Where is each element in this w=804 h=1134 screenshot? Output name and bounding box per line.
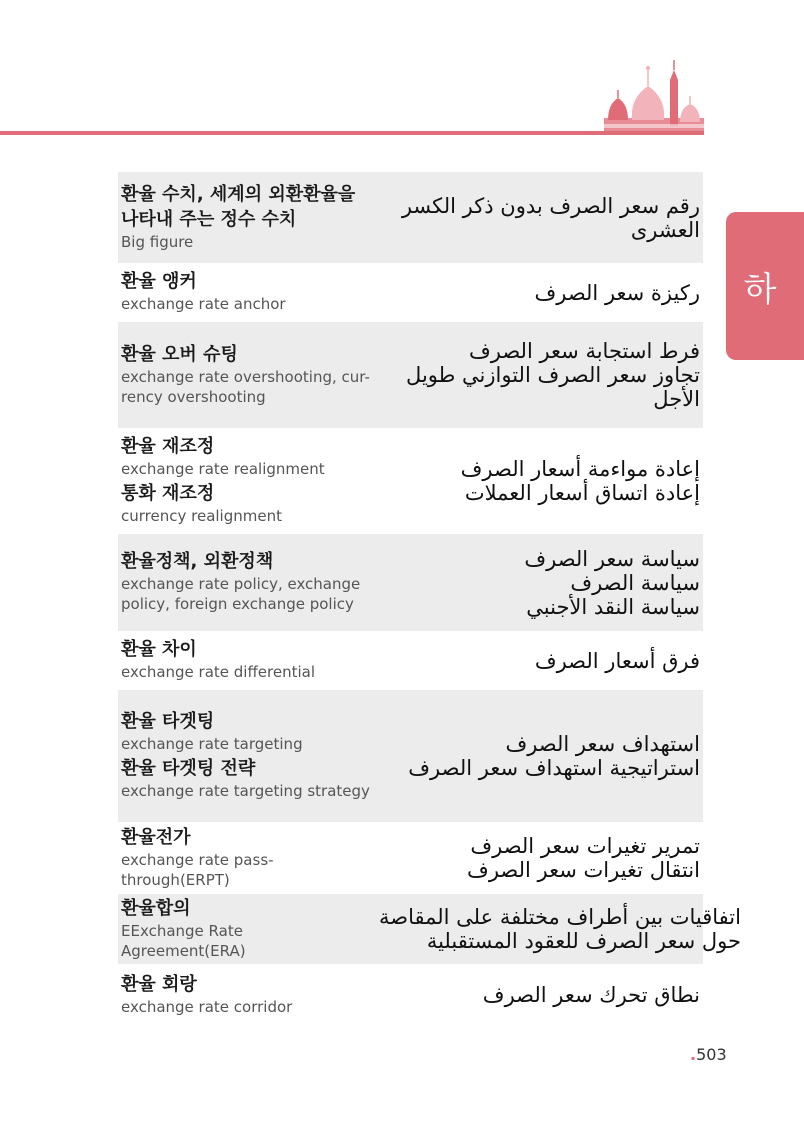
arabic-term: سياسة سعر الصرف bbox=[524, 546, 700, 571]
arabic-term: سياسة الصرف bbox=[570, 570, 700, 595]
glossary-entry bbox=[118, 322, 703, 428]
korean-term: 환율 재조정 bbox=[121, 436, 215, 457]
arabic-term: نطاق تحرك سعر الصرف bbox=[482, 983, 700, 1007]
arabic-term: إعادة اتساق أسعار العملات bbox=[464, 481, 700, 505]
english-term: exchange rate pass-through(ERPT) bbox=[121, 850, 274, 889]
arabic-term: رقم سعر الصرف بدون ذكر الكسر العشرى bbox=[401, 193, 700, 242]
header-rule bbox=[0, 131, 704, 135]
arabic-term: إعادة مواءمة أسعار الصرف bbox=[460, 457, 700, 481]
glossary-entry bbox=[118, 964, 703, 1026]
korean-term: 환율전가 bbox=[121, 826, 191, 848]
korean-term: 환율합의 bbox=[121, 897, 191, 919]
arabic-term: حول سعر الصرف للعقود المستقبلية bbox=[426, 929, 741, 953]
english-term: exchange rate targeting bbox=[121, 735, 303, 753]
english-term: exchange rate policy, exchange policy, foreign exchange policy bbox=[121, 575, 361, 613]
english-term: exchange rate anchor bbox=[121, 295, 286, 313]
arabic-term: فرط استجابة سعر الصرف bbox=[468, 339, 700, 363]
english-term: Big figure bbox=[121, 232, 194, 251]
arabic-term: اتفاقيات بين أطراف مختلفة على المقاصة bbox=[379, 905, 741, 929]
arabic-term: فرق أسعار الصرف bbox=[534, 648, 700, 673]
english-term: exchange rate realignment bbox=[121, 460, 325, 478]
glossary-entry bbox=[118, 631, 703, 690]
glossary-list bbox=[118, 172, 741, 1026]
korean-term: 환율 타겟팅 전략 bbox=[121, 758, 256, 779]
section-tab bbox=[726, 212, 804, 360]
arabic-term: تجاوز سعر الصرف التوازني طويل الأجل bbox=[406, 363, 700, 411]
korean-term: 환율 수치, 세계의 외환환율을 나타내 주는 정수 수치 bbox=[121, 183, 356, 230]
arabic-term: سياسة النقد الأجنبي bbox=[526, 594, 700, 619]
glossary-entry bbox=[118, 822, 703, 894]
glossary-entry bbox=[118, 428, 703, 534]
page-number-value: 503 bbox=[696, 1045, 727, 1064]
glossary-entry bbox=[118, 690, 703, 822]
arabic-term: استهداف سعر الصرف bbox=[505, 732, 700, 756]
section-tab-label: 하 bbox=[743, 269, 777, 310]
english-term: exchange rate corridor bbox=[121, 997, 293, 1016]
arabic-term: ركيزة سعر الصرف bbox=[534, 280, 700, 305]
korean-term: 환율 오버 슈팅 bbox=[121, 343, 238, 365]
glossary-entry bbox=[118, 172, 703, 263]
english-term: exchange rate targeting strategy bbox=[121, 782, 370, 800]
korean-term: 환율 타겟팅 bbox=[121, 711, 215, 732]
english-term: EExchange Rate Agreement(ERA) bbox=[121, 921, 246, 960]
bullet-dot-icon: . bbox=[690, 1045, 697, 1064]
korean-term: 환율정책, 외환정책 bbox=[121, 551, 274, 572]
mosque-illustration bbox=[600, 58, 704, 134]
arabic-term: استراتيجية استهداف سعر الصرف bbox=[408, 756, 700, 780]
korean-term: 환율 앵커 bbox=[121, 271, 197, 292]
korean-term: 환율 회랑 bbox=[121, 973, 197, 995]
arabic-term: تمرير تغيرات سعر الصرف bbox=[470, 834, 700, 858]
glossary-entry bbox=[118, 263, 703, 322]
korean-term: 통화 재조정 bbox=[121, 483, 215, 504]
english-term: exchange rate differential bbox=[121, 663, 316, 681]
glossary-entry bbox=[118, 894, 741, 964]
english-term: exchange rate overshooting, cur-rency overshooting bbox=[121, 367, 370, 406]
glossary-entry bbox=[118, 534, 703, 631]
arabic-term: انتقال تغيرات سعر الصرف bbox=[467, 858, 700, 882]
page-number bbox=[690, 1045, 727, 1064]
korean-term: 환율 차이 bbox=[121, 639, 197, 660]
english-term: currency realignment bbox=[121, 507, 282, 525]
